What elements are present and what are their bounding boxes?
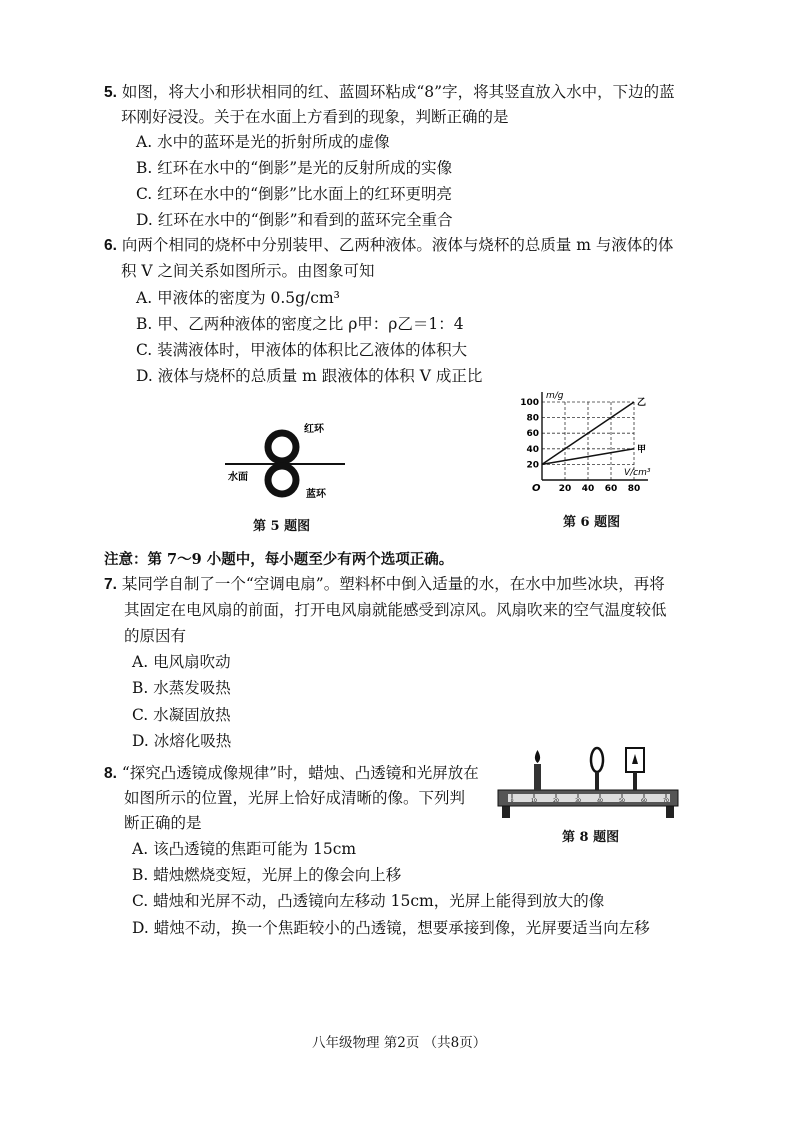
ruler-tick-label: 40 [597, 799, 603, 804]
q6-option-a: A. 甲液体的密度为 0.5g/cm³ [136, 289, 340, 307]
x-tick-label: 20 [558, 484, 572, 494]
q8-stem-line2: 如图所示的位置，光屏上恰好成清晰的像。下列判 [124, 789, 466, 807]
ruler-tick-label: 60 [641, 799, 647, 804]
figure-8-optical-bench [494, 742, 684, 820]
y-tick-label: 100 [520, 398, 539, 408]
ruler-tick-label: 10 [531, 799, 537, 804]
figure-8-caption: 第 8 题图 [562, 830, 620, 845]
blue-ring-label: 蓝环 [306, 489, 326, 500]
q6-option-d: D. 液体与烧杯的总质量 m 跟液体的体积 V 成正比 [136, 367, 483, 385]
x-tick-label: 80 [627, 484, 641, 494]
q7-option-b: B. 水蒸发吸热 [132, 679, 231, 697]
figure-5-caption: 第 5 题图 [253, 519, 311, 534]
multi-answer-note: 注意：第 7～9 小题中，每小题至少有两个选项正确。 [104, 551, 454, 568]
chart-x-axis-label: V/cm³ [624, 468, 651, 478]
lens-holder [595, 772, 599, 790]
q8-option-c: C. 蜡烛和光屏不动，凸透镜向左移动 15cm，光屏上能得到放大的像 [132, 892, 605, 910]
q7-stem-line2: 其固定在电风扇的前面，打开电风扇就能感受到凉风。风扇吹来的空气温度较低 [124, 601, 667, 619]
series-label-0: 乙 [637, 398, 647, 408]
ruler-tick-label: 20 [553, 799, 559, 804]
q6-option-b: B. 甲、乙两种液体的密度之比 ρ甲：ρ乙＝1：4 [136, 315, 464, 333]
q8-option-d: D. 蜡烛不动，换一个焦距较小的凸透镜，想要承接到像，光屏要适当向左移 [132, 919, 650, 937]
chart-y-axis-label: m/g [546, 391, 564, 401]
q6-option-c: C. 装满液体时，甲液体的体积比乙液体的体积大 [136, 341, 468, 359]
q8-line1 [104, 761, 479, 786]
x-tick-label: 60 [604, 484, 618, 494]
q7-option-c: C. 水凝固放热 [132, 706, 231, 724]
q5-option-b: B. 红环在水中的“倒影”是光的反射所成的实像 [136, 159, 453, 177]
candle-flame-icon [535, 750, 540, 763]
screen-holder [633, 772, 637, 790]
q7-option-a: A. 电风扇吹动 [132, 653, 231, 671]
series-label-1: 甲 [637, 444, 647, 455]
q7-stem-line1: 某同学自制了一个“空调电扇”。塑料杯中倒入适量的水，在水中加些冰块，再将 [121, 575, 665, 593]
ruler-tick-label: 0 [510, 799, 514, 804]
q7-option-d: D. 冰熔化吸热 [132, 732, 232, 750]
q8-stem-line1: “探究凸透镜成像规律”时，蜡烛、凸透镜和光屏放在 [121, 764, 479, 782]
chart-series [542, 397, 646, 464]
q7-stem-line3: 的原因有 [124, 627, 187, 645]
q8-option-b: B. 蜡烛燃烧变短，光屏上的像会向上移 [132, 866, 402, 884]
q8-number: 8. [104, 765, 117, 782]
series-line-0 [542, 402, 634, 464]
red-ring-label: 红环 [304, 424, 324, 435]
q5-option-d: D. 红环在水中的“倒影”和看到的蓝环完全重合 [136, 211, 453, 229]
q7-line1 [104, 572, 665, 597]
water-surface-label: 水面 [228, 472, 248, 483]
convex-lens [591, 748, 603, 772]
figure-6-chart [512, 388, 662, 504]
q5-number: 5. [104, 84, 117, 101]
q5-stem-line2: 环刚好浸没。关于在水面上方看到的现象，判断正确的是 [121, 108, 509, 126]
y-tick-label: 80 [526, 413, 539, 424]
chart-axes [542, 392, 648, 480]
q6-number: 6. [104, 237, 117, 254]
chart-origin-label: O [532, 483, 541, 494]
q5-line1 [104, 80, 675, 105]
q7-number: 7. [104, 576, 117, 593]
q8-stem-line3: 断正确的是 [124, 814, 202, 832]
q6-line1 [104, 233, 673, 258]
ruler-tick-label: 30 [575, 799, 581, 804]
y-tick-label: 40 [526, 444, 539, 455]
red-ring [268, 433, 296, 461]
candle-body [534, 764, 541, 790]
y-tick-label: 60 [526, 429, 539, 440]
ruler-tick-label: 70 [663, 799, 669, 804]
blue-ring [268, 466, 296, 494]
q5-option-c: C. 红环在水中的“倒影”比水面上的红环更明亮 [136, 185, 453, 203]
figure-5-rings [220, 418, 360, 510]
q5-stem-line1: 如图，将大小和形状相同的红、蓝圆环粘成“8”字，将其竖直放入水中，下边的蓝 [121, 83, 675, 101]
q6-stem-line1: 向两个相同的烧杯中分别装甲、乙两种液体。液体与烧杯的总质量 m 与液体的体 [121, 236, 674, 254]
page-footer: 八年级物理 第2页 （共8页） [312, 1035, 487, 1051]
x-tick-label: 40 [581, 484, 595, 494]
chart-grid [542, 402, 634, 480]
y-tick-label: 20 [526, 460, 539, 471]
ruler-tick-label: 50 [619, 799, 625, 804]
figure-6-caption: 第 6 题图 [563, 515, 621, 530]
q5-option-a: A. 水中的蓝环是光的折射所成的虚像 [136, 133, 390, 151]
q8-option-a: A. 该凸透镜的焦距可能为 15cm [132, 840, 357, 858]
q6-stem-line2: 积 V 之间关系如图所示。由图象可知 [121, 262, 375, 280]
